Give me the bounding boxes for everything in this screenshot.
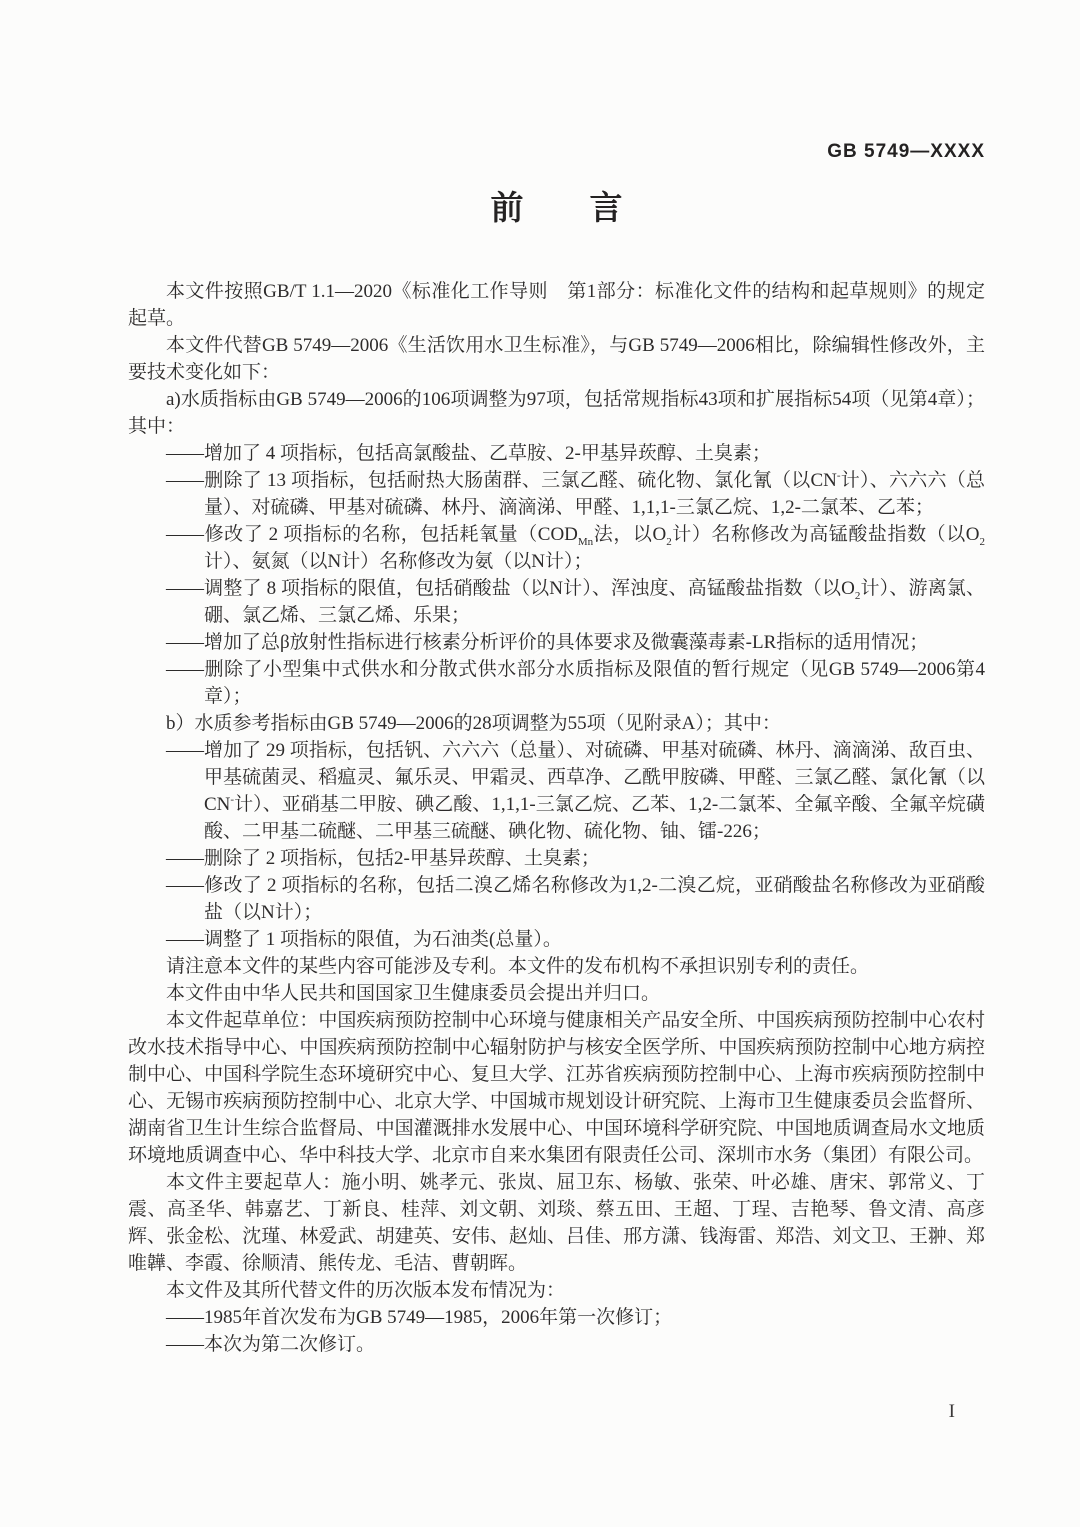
dash-list-item: ——1985年首次发布为GB 5749—1985，2006年第一次修订；: [166, 1307, 673, 1328]
paragraph: 本文件按照GB/T 1.1—2020《标准化工作导则 第1部分：标准化文件的结构和起草规则》的规定起草。: [128, 281, 985, 329]
dash-list-item: ——增加了 29 项指标，包括钒、六六六（总量）、对硫磷、甲基对硫磷、林丹、滴滴涕、敌百虫、甲基硫菌灵、稻瘟灵、氟乐灵、甲霜灵、西草净、乙酰甲胺磷、甲醛、三氯乙醛、氯化氰（以CN-计）、亚硝基二甲胺、碘乙酸、1,1,1-三氯乙烷、乙苯、1,2-二氯苯、全氟辛酸、全氟辛烷磺酸、二甲基二硫醚、二甲基三硫醚、碘化物、硫化物、铀、镭-226；: [166, 740, 985, 842]
page-number: I: [948, 1401, 955, 1422]
dash-list-item: ——增加了总β放射性指标进行核素分析评价的具体要求及微囊藻毒素-LR指标的适用情况；: [166, 632, 929, 653]
paragraph: 本文件及其所代替文件的历次版本发布情况为：: [166, 1280, 566, 1301]
paragraph: b）水质参考指标由GB 5749—2006的28项调整为55项（见附录A）；其中：: [166, 713, 781, 734]
document-code: GB 5749—XXXX: [827, 141, 985, 162]
paragraph: 本文件代替GB 5749—2006《生活饮用水卫生标准》，与GB 5749—2006相比，除编辑性修改外，主要技术变化如下：: [128, 335, 985, 383]
document-body: [128, 278, 985, 1358]
dash-list-item: ——增加了 4 项指标，包括高氯酸盐、乙草胺、2-甲基异莰醇、土臭素；: [166, 443, 771, 464]
paragraph: 本文件主要起草人：施小明、姚孝元、张岚、屈卫东、杨敏、张荣、叶必雄、唐宋、郭常义、丁震、高圣华、韩嘉艺、丁新良、桂萍、刘文朝、刘琰、蔡五田、王超、丁珵、吉艳琴、鲁文清、高彦辉、张金松、沈瑾、林爱武、胡建英、安伟、赵灿、吕佳、邢方潇、钱海雷、郑浩、刘文卫、王翀、郑唯韡、李霞、徐顺清、熊传龙、毛洁、曹朝晖。: [128, 1172, 985, 1274]
dash-list-item: ——删除了 13 项指标，包括耐热大肠菌群、三氯乙醛、硫化物、氯化氰（以CN-计）、六六六（总量）、对硫磷、甲基对硫磷、林丹、滴滴涕、甲醛、1,1,1-三氯乙烷、1,2-二氯苯、乙苯；: [166, 469, 985, 518]
dash-list-item: ——修改了 2 项指标的名称，包括耗氧量（$COD_{Mn}$法，以$O_2$计）名称修改为高锰酸盐指数（以$O_2$计）、氨氮（以N计）名称修改为氨（以N计）；: [166, 524, 985, 572]
paragraph: a)水质指标由GB 5749—2006的106项调整为97项，包括常规指标43项和扩展指标54项（见第4章）；其中：: [128, 389, 985, 437]
foreword-title: 前 言: [490, 189, 623, 226]
paragraph: 本文件由中华人民共和国国家卫生健康委员会提出并归口。: [166, 983, 661, 1004]
dash-list-item: ——本次为第二次修订。: [166, 1334, 376, 1355]
paragraph: 请注意本文件的某些内容可能涉及专利。本文件的发布机构不承担识别专利的责任。: [166, 956, 870, 977]
dash-list-item: ——修改了 2 项指标的名称，包括二溴乙烯名称修改为1,2-二溴乙烷，亚硝酸盐名称修改为亚硝酸盐（以N计）；: [166, 875, 985, 923]
dash-list-item: ——调整了 1 项指标的限值，为石油类(总量）。: [166, 929, 562, 950]
dash-list-item: ——删除了小型集中式供水和分散式供水部分水质指标及限值的暂行规定（见GB 5749—2006第4章）；: [166, 659, 985, 707]
dash-list-item: ——删除了 2 项指标，包括2-甲基异莰醇、土臭素；: [166, 848, 600, 869]
dash-list-item: ——调整了 8 项指标的限值，包括硝酸盐（以N计）、浑浊度、高锰酸盐指数（以$O_2$计）、游离氯、硼、氯乙烯、三氯乙烯、乐果；: [166, 578, 985, 626]
paragraph: 本文件起草单位：中国疾病预防控制中心环境与健康相关产品安全所、中国疾病预防控制中心农村改水技术指导中心、中国疾病预防控制中心辐射防护与核安全医学所、中国疾病预防控制中心地方病控制中心、中国科学院生态环境研究中心、复旦大学、江苏省疾病预防控制中心、上海市疾病预防控制中心、无锡市疾病预防控制中心、北京大学、中国城市规划设计研究院、上海市卫生健康委员会监督所、湖南省卫生计生综合监督局、中国灌溉排水发展中心、中国环境科学研究院、中国地质调查局水文地质环境地质调查中心、华中科技大学、北京市自来水集团有限责任公司、深圳市水务（集团）有限公司。: [128, 1010, 985, 1166]
